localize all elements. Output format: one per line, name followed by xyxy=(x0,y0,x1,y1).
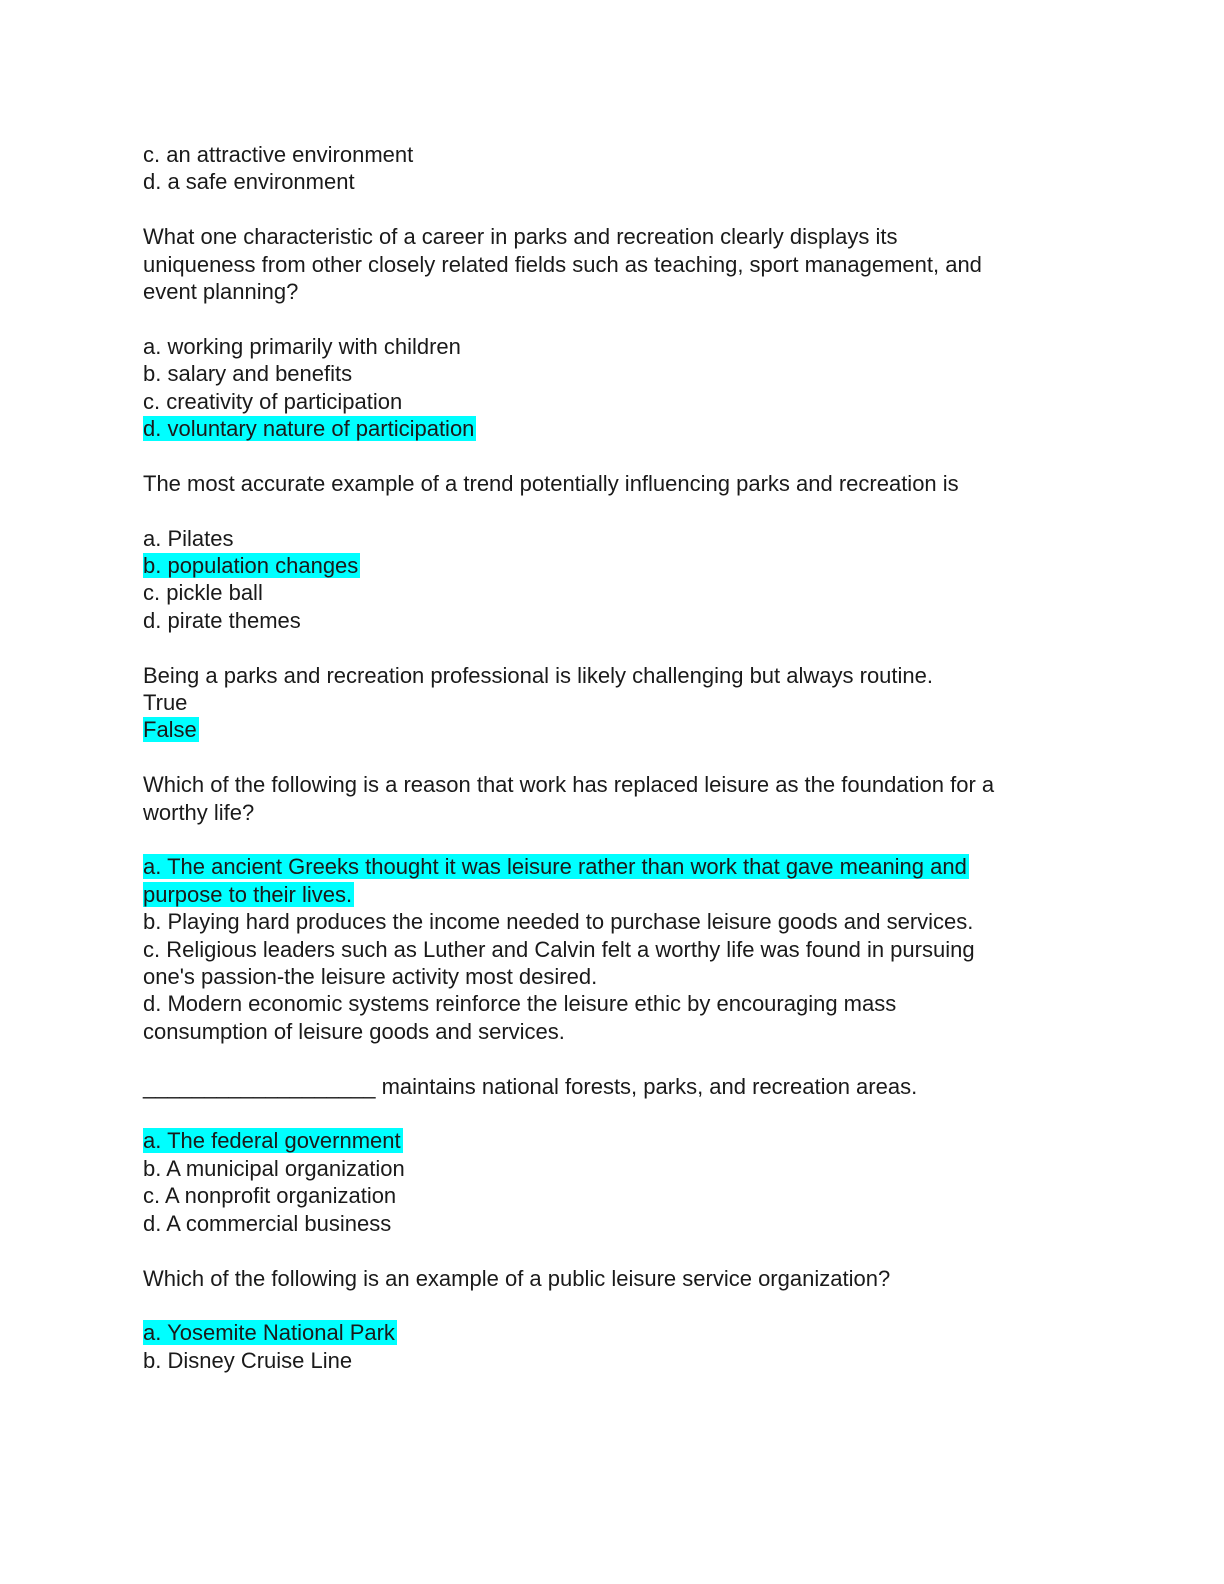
highlighted-answer-text: d. voluntary nature of participation xyxy=(143,416,475,442)
answer-option-line xyxy=(143,1182,1083,1209)
answer-options xyxy=(143,1127,1083,1237)
answer-option-line xyxy=(143,689,1083,716)
answer-option xyxy=(143,1210,1083,1237)
answer-text: a. working primarily with children xyxy=(143,333,461,359)
answer-options xyxy=(143,689,1083,744)
highlighted-answer-text: a. The federal government xyxy=(143,1128,401,1154)
answer-option xyxy=(143,607,1083,634)
answer-option-line xyxy=(143,853,1083,880)
answer-option-line xyxy=(143,990,1083,1017)
answer-text: d. Modern economic systems reinforce the leisure ethic by encouraging mass xyxy=(143,991,897,1017)
answer-text: c. A nonprofit organization xyxy=(143,1183,397,1209)
answer-option xyxy=(143,936,1083,991)
spacer xyxy=(143,196,1083,223)
question-stem-line: What one characteristic of a career in parks and recreation clearly displays its xyxy=(143,224,898,250)
answer-option-line xyxy=(143,881,1083,908)
answer-option xyxy=(143,1155,1083,1182)
spacer xyxy=(143,826,1083,853)
answer-option-line xyxy=(143,552,1083,579)
answer-option-line xyxy=(143,333,1083,360)
answer-option-line xyxy=(143,936,1083,963)
answer-option xyxy=(143,1347,1083,1374)
answer-option-line xyxy=(143,1155,1083,1182)
question-stem-line: The most accurate example of a trend potentially influencing parks and recreation is xyxy=(143,470,959,496)
highlighted-answer-text: a. The ancient Greeks thought it was leisure rather than work that gave meaning and xyxy=(143,854,967,880)
answer-text: b. Playing hard produces the income needed to purchase leisure goods and services. xyxy=(143,909,974,935)
spacer xyxy=(143,305,1083,332)
spacer xyxy=(143,442,1083,469)
answer-text: b. salary and benefits xyxy=(143,361,353,387)
answer-option-line xyxy=(143,525,1083,552)
question-block xyxy=(143,442,1083,634)
answer-text: d. A commercial business xyxy=(143,1210,392,1236)
answer-option-correct xyxy=(143,1127,1083,1154)
answer-text: c. creativity of participation xyxy=(143,388,403,414)
answer-option-correct xyxy=(143,716,1083,743)
question-stem xyxy=(143,1265,1083,1292)
answer-option-correct xyxy=(143,1319,1083,1346)
answer-option xyxy=(143,990,1083,1045)
answer-option xyxy=(143,360,1083,387)
answer-option-line xyxy=(143,1347,1083,1374)
question-block xyxy=(143,744,1083,1045)
answer-option xyxy=(143,333,1083,360)
answer-option: c. an attractive environment xyxy=(143,142,414,167)
question-block xyxy=(143,634,1083,744)
question-stem-line: Being a parks and recreation professional is likely challenging but always routine. xyxy=(143,662,934,688)
question-list xyxy=(143,196,1083,1374)
spacer xyxy=(143,744,1083,771)
answer-option-line xyxy=(143,579,1083,606)
answer-option-line xyxy=(143,1319,1083,1346)
answer-options xyxy=(143,525,1083,635)
question-block xyxy=(143,1237,1083,1374)
document-page xyxy=(143,141,1083,1374)
answer-option-line xyxy=(143,388,1083,415)
answer-text: c. Religious leaders such as Luther and Calvin felt a worthy life was found in pursuing xyxy=(143,936,975,962)
question-stem-line: ___________________ maintains national forests, parks, and recreation areas. xyxy=(143,1073,918,1099)
spacer xyxy=(143,634,1083,661)
answer-option-correct xyxy=(143,415,1083,442)
answer-option-line xyxy=(143,607,1083,634)
answer-options xyxy=(143,1319,1083,1374)
question-stem-line: uniqueness from other closely related fields such as teaching, sport management, and xyxy=(143,251,982,277)
answer-option-line xyxy=(143,1018,1083,1045)
answer-option: d. a safe environment xyxy=(143,169,355,195)
highlighted-answer-text: False xyxy=(143,717,197,743)
question-stem-line: Which of the following is an example of a public leisure service organization? xyxy=(143,1265,891,1291)
highlighted-answer-text: b. population changes xyxy=(143,553,359,579)
answer-option-correct xyxy=(143,853,1083,908)
answer-option-line xyxy=(143,415,1083,442)
question-stem-line: worthy life? xyxy=(143,799,255,825)
answer-option xyxy=(143,525,1083,552)
answer-option-line xyxy=(143,716,1083,743)
highlighted-answer-text: purpose to their lives. xyxy=(143,881,353,907)
answer-option-line xyxy=(143,1127,1083,1154)
question-stem-line: event planning? xyxy=(143,279,299,305)
answer-option xyxy=(143,1182,1083,1209)
answer-option-line xyxy=(143,963,1083,990)
answer-option-correct xyxy=(143,552,1083,579)
answer-text: b. Disney Cruise Line xyxy=(143,1347,353,1373)
spacer xyxy=(143,1045,1083,1072)
previous-question-options xyxy=(143,141,1083,196)
answer-option-line xyxy=(143,360,1083,387)
answer-option-line xyxy=(143,908,1083,935)
answer-option xyxy=(143,579,1083,606)
answer-text: True xyxy=(143,690,188,716)
answer-text: consumption of leisure goods and services. xyxy=(143,1018,565,1044)
answer-option xyxy=(143,689,1083,716)
question-stem xyxy=(143,223,1083,305)
answer-text: b. A municipal organization xyxy=(143,1155,405,1181)
answer-options xyxy=(143,853,1083,1045)
question-stem xyxy=(143,771,1083,826)
answer-option xyxy=(143,388,1083,415)
question-block xyxy=(143,1045,1083,1237)
answer-option xyxy=(143,908,1083,935)
highlighted-answer-text: a. Yosemite National Park xyxy=(143,1320,395,1346)
question-stem xyxy=(143,1073,1083,1100)
answer-text: d. pirate themes xyxy=(143,607,301,633)
spacer xyxy=(143,1100,1083,1127)
spacer xyxy=(143,1292,1083,1319)
answer-option-line xyxy=(143,1210,1083,1237)
question-stem xyxy=(143,662,1083,689)
answer-text: c. pickle ball xyxy=(143,580,263,606)
question-stem xyxy=(143,470,1083,497)
question-stem-line: Which of the following is a reason that work has replaced leisure as the foundation for a xyxy=(143,772,995,798)
answer-text: one's passion-the leisure activity most desired. xyxy=(143,964,598,990)
spacer xyxy=(143,1237,1083,1264)
spacer xyxy=(143,497,1083,524)
answer-text: a. Pilates xyxy=(143,525,234,551)
answer-options xyxy=(143,333,1083,443)
question-block xyxy=(143,196,1083,443)
